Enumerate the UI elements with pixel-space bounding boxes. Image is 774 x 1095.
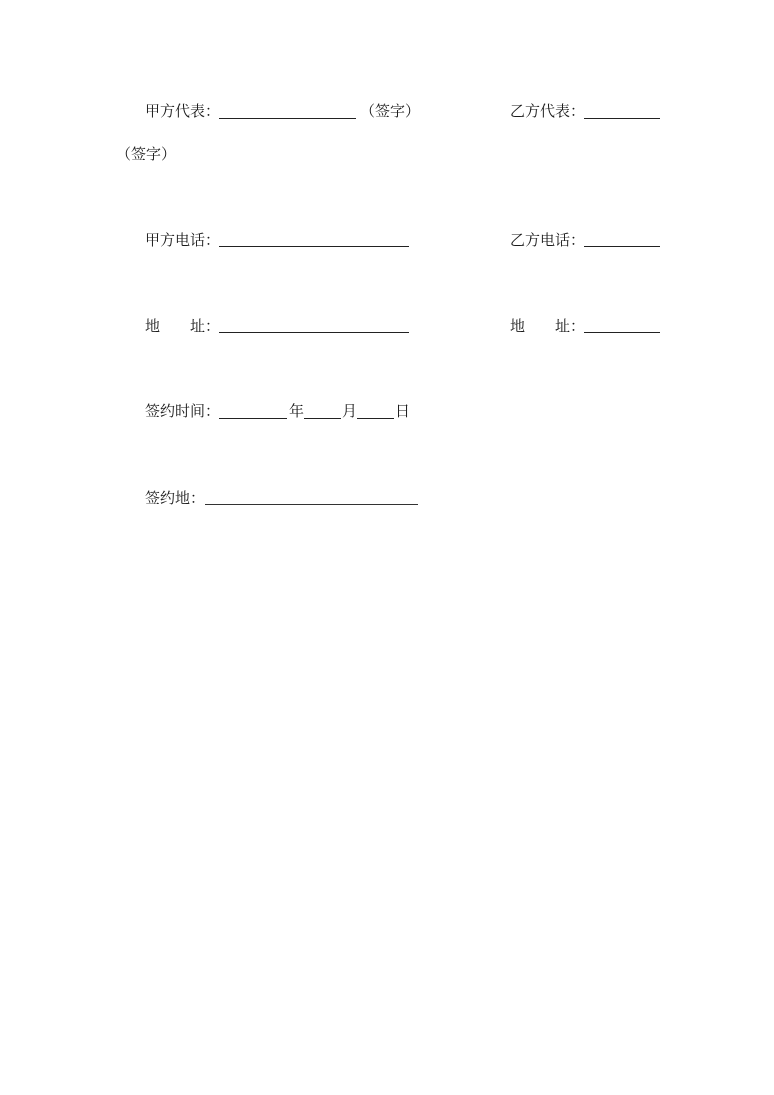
party-a-address-label-second: 址： [190, 317, 221, 335]
party-a-representative-signature-line[interactable] [219, 118, 356, 119]
party-a-signature-note: （签字） [360, 102, 421, 120]
party-b-signature-note: （签字） [116, 145, 177, 163]
signing-day-unit: 日 [395, 402, 411, 420]
party-a-phone-line[interactable] [219, 246, 409, 247]
party-b-representative-signature-line[interactable] [584, 118, 660, 119]
signing-month-unit: 月 [342, 402, 358, 420]
signing-year-line[interactable] [219, 418, 287, 419]
party-b-address-line[interactable] [584, 332, 660, 333]
party-a-address-line[interactable] [219, 332, 409, 333]
party-b-address-label-first: 地 [510, 317, 526, 335]
party-a-representative-label: 甲方代表： [145, 102, 221, 120]
party-b-phone-label: 乙方电话： [510, 231, 586, 249]
signing-place-line[interactable] [205, 504, 418, 505]
signing-month-line[interactable] [304, 418, 341, 419]
party-a-address-label-first: 地 [145, 317, 161, 335]
party-a-phone-label: 甲方电话： [145, 231, 221, 249]
party-b-representative-label: 乙方代表： [510, 102, 586, 120]
signing-day-line[interactable] [357, 418, 394, 419]
signing-place-label: 签约地： [145, 489, 206, 507]
signing-year-unit: 年 [289, 402, 305, 420]
party-b-phone-line[interactable] [584, 246, 660, 247]
signing-time-label: 签约时间： [145, 402, 221, 420]
party-b-address-label-second: 址： [555, 317, 586, 335]
